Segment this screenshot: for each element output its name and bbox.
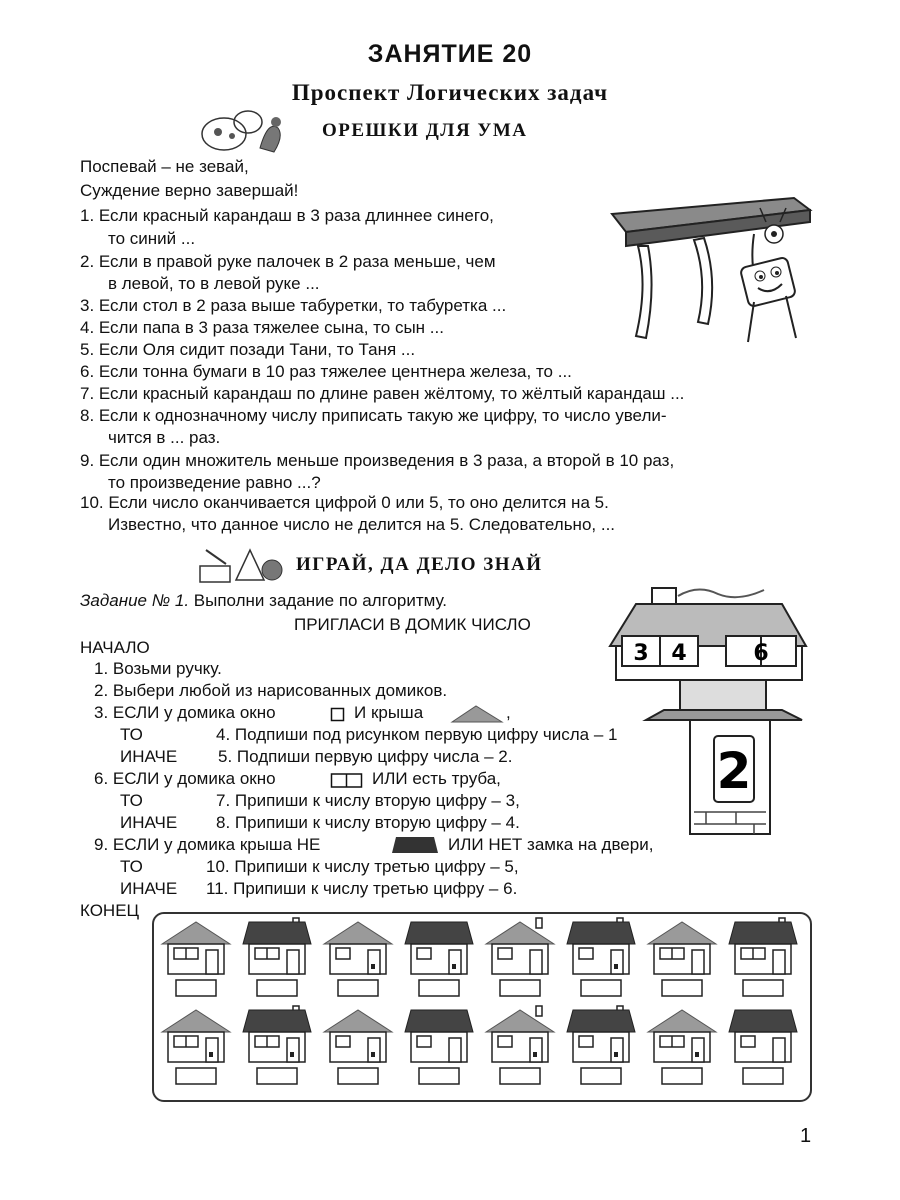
page-subtitle: Проспект Логических задач <box>291 80 609 105</box>
window-double-icon <box>330 772 364 790</box>
step-4: 4. Подпиши под рисунком первую цифру числа – 1 <box>216 725 618 744</box>
list-item: чится в ... раз. <box>108 428 221 447</box>
step-7: 7. Припиши к числу вторую цифру – 3, <box>216 791 520 810</box>
house <box>324 922 392 996</box>
intro-line-2: Суждение верно завершай! <box>80 181 299 200</box>
algorithm-end: КОНЕЦ <box>80 901 140 920</box>
roof-light-icon <box>450 704 504 724</box>
step-2: 2. Выбери любой из нарисованных домиков. <box>94 681 448 700</box>
step-3: 3. ЕСЛИ у домика окно <box>94 703 276 722</box>
lesson-title: ЗАНЯТИЕ 20 <box>367 40 533 68</box>
list-item: 3. Если стол в 2 раза выше табуретки, то табуретка ... <box>80 296 507 315</box>
nuts-illustration <box>196 100 288 156</box>
house <box>243 1006 311 1084</box>
list-item: то синий ... <box>108 229 196 248</box>
then-label: ТО <box>120 857 143 876</box>
section-heading-nuts: ОРЕШКИ ДЛЯ УМА <box>322 120 528 141</box>
then-label: ТО <box>120 791 143 810</box>
roof-dark-icon <box>390 835 440 855</box>
window-single-icon <box>330 707 346 723</box>
house <box>162 922 230 996</box>
step-8: 8. Припиши к числу вторую цифру – 4. <box>216 813 520 832</box>
digit-label: 4 <box>671 641 687 666</box>
list-item: 1. Если красный карандаш в 3 раза длиннее синего, <box>80 206 494 225</box>
tools-illustration <box>196 540 288 586</box>
house <box>729 1010 797 1084</box>
houses-panel <box>152 912 812 1102</box>
example-number-house <box>606 582 812 838</box>
list-item: 5. Если Оля сидит позади Тани, то Таня ... <box>80 340 416 359</box>
else-label: ИНАЧЕ <box>120 879 178 898</box>
house <box>567 918 635 996</box>
house <box>405 1010 473 1084</box>
house <box>648 1010 716 1084</box>
else-label: ИНАЧЕ <box>120 747 178 766</box>
then-label: ТО <box>120 725 143 744</box>
task-label: Задание № 1. <box>80 591 190 610</box>
page-number: 1 <box>800 1125 812 1147</box>
list-item: 8. Если к однозначному числу приписать такую же цифру, то число увели- <box>80 406 667 425</box>
intro-line-1: Поспевай – не зевай, <box>80 157 249 176</box>
step-10: 10. Припиши к числу третью цифру – 5, <box>206 857 519 876</box>
list-item: в левой, то в левой руке ... <box>108 274 320 293</box>
list-item: Известно, что данное число не делится на 5. Следовательно, ... <box>108 515 616 534</box>
house <box>648 922 716 996</box>
list-item: 7. Если красный карандаш по длине равен жёлтому, то жёлтый карандаш ... <box>80 384 685 403</box>
step-11: 11. Припиши к числу третью цифру – 6. <box>206 879 518 898</box>
step-3-and: И крыша <box>354 703 424 722</box>
algorithm-start: НАЧАЛО <box>80 638 150 657</box>
step-6-or: ИЛИ есть труба, <box>372 769 501 788</box>
step-1: 1. Возьми ручку. <box>94 659 222 678</box>
list-item: 6. Если тонна бумаги в 10 раз тяжелее центнера железа, то ... <box>80 362 572 381</box>
else-label: ИНАЧЕ <box>120 813 178 832</box>
house <box>567 1006 635 1084</box>
task-text: Выполни задание по алгоритму. <box>193 591 448 610</box>
house <box>486 1006 554 1084</box>
section-heading-game: ИГРАЙ, ДА ДЕЛО ЗНАЙ <box>296 554 543 575</box>
table-and-stool-illustration <box>604 192 816 352</box>
step-3-comma: , <box>506 703 511 722</box>
house <box>162 1010 230 1084</box>
list-item: то произведение равно ...? <box>108 473 321 492</box>
digit-label: 2 <box>716 742 752 800</box>
step-6: 6. ЕСЛИ у домика окно <box>94 769 276 788</box>
house <box>405 922 473 996</box>
task-heading: ПРИГЛАСИ В ДОМИК ЧИСЛО <box>294 615 531 634</box>
house <box>243 918 311 996</box>
step-5: 5. Подпиши первую цифру числа – 2. <box>218 747 513 766</box>
house <box>486 918 554 996</box>
task-header <box>80 591 447 611</box>
list-item: 2. Если в правой руке палочек в 2 раза меньше, чем <box>80 252 496 271</box>
digit-label: 6 <box>753 641 769 666</box>
houses-grid <box>154 914 810 1100</box>
list-item: 10. Если число оканчивается цифрой 0 или 5, то оно делится на 5. <box>80 493 609 512</box>
house <box>324 1010 392 1084</box>
step-9: 9. ЕСЛИ у домика крыша НЕ <box>94 835 321 854</box>
list-item: 9. Если один множитель меньше произведения в 3 раза, а второй в 10 раз, <box>80 451 675 470</box>
house <box>729 918 797 996</box>
digit-label: 3 <box>633 641 649 666</box>
list-item: 4. Если папа в 3 раза тяжелее сына, то сын ... <box>80 318 444 337</box>
step-9-or: ИЛИ НЕТ замка на двери, <box>448 835 654 854</box>
